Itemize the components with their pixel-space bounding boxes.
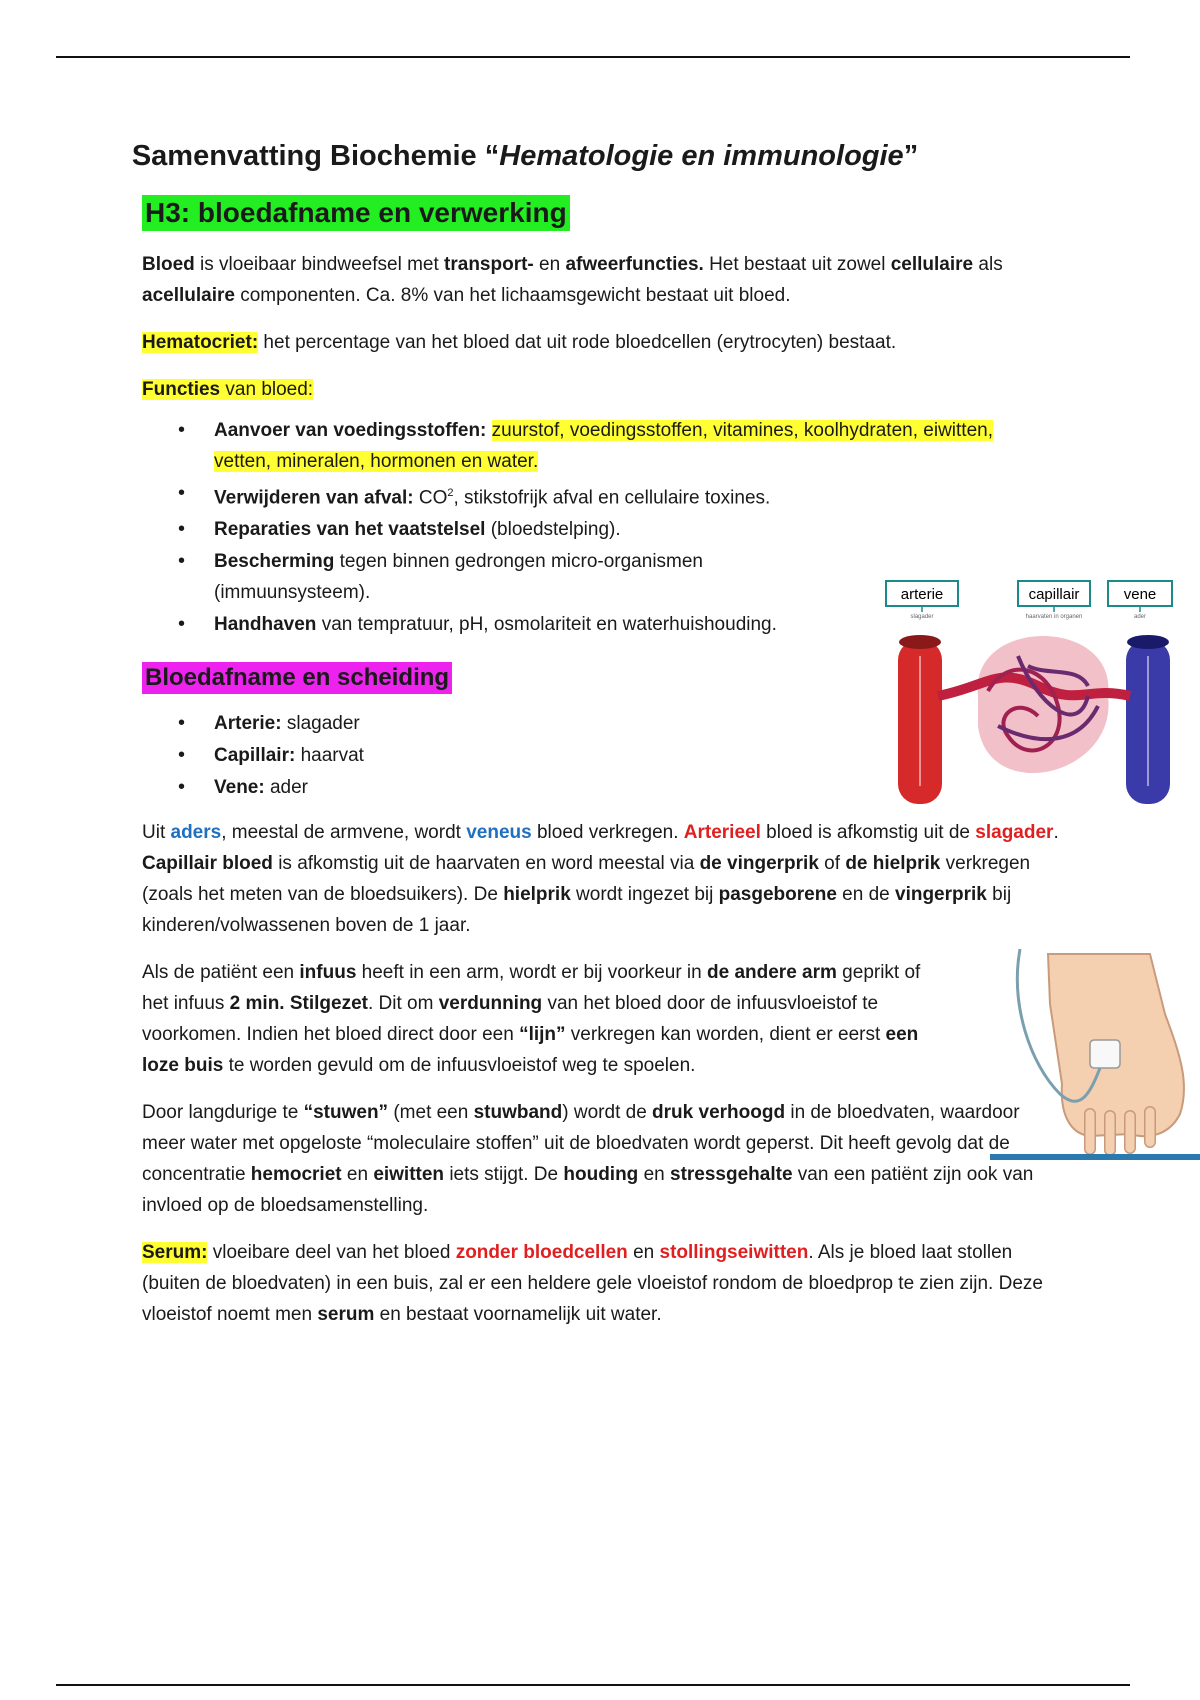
slagader-sublabel: slagader — [910, 614, 934, 620]
text: geprikt of het infuus — [142, 962, 921, 1015]
text: is afkomstig uit de haarvaten en word meestal via — [272, 853, 700, 875]
text-bold: Handhaven — [214, 614, 317, 636]
text-bold: Reparaties van het vaatstelsel — [214, 519, 486, 541]
text-red: Arterieel — [683, 822, 761, 844]
text-bold: vingerprik — [895, 884, 987, 906]
text-bold: Verwijderen van afval: — [214, 487, 414, 509]
text-bold: pasgeborene — [718, 884, 837, 906]
text: , meestal de armvene, wordt — [221, 822, 467, 844]
hematocriet-label: Hematocriet: — [142, 332, 259, 353]
image-caption-bar — [990, 1154, 1200, 1160]
text-bold: een loze buis — [142, 1024, 919, 1077]
text-bold: hemocriet — [250, 1164, 342, 1186]
section-heading-h4: Bloedafname en scheiding — [142, 662, 452, 694]
text: verkregen (zoals het meten van de bloedsuikers). De — [142, 853, 1031, 906]
text-bold: “lijn” — [519, 1024, 566, 1046]
text: en — [638, 1164, 670, 1186]
section-heading-h3: H3: bloedafname en verwerking — [142, 195, 570, 231]
list-item — [214, 546, 774, 608]
text: bloed verkregen. — [531, 822, 684, 844]
serum-label: Serum: — [142, 1242, 208, 1264]
title-italic: Hematologie en immunologie — [499, 140, 904, 172]
text-bold: Aanvoer van voedingsstoffen: — [214, 420, 487, 441]
text: en — [341, 1164, 374, 1186]
text: en — [533, 254, 566, 275]
text: (met een — [388, 1102, 474, 1124]
blood-vessel-diagram — [878, 576, 1178, 816]
page-title — [0, 140, 1050, 173]
paragraph-aders — [142, 817, 1062, 941]
text-bold: Capillair bloed — [142, 853, 273, 875]
text-bold: “stuwen” — [303, 1102, 389, 1124]
ader-sublabel: ader — [1133, 614, 1147, 620]
text-bold: Capillair: — [214, 745, 296, 767]
list-item — [214, 514, 1062, 545]
text: haarvat — [295, 745, 364, 767]
paragraph-infuus — [142, 957, 922, 1081]
text-bold: de hielprik — [845, 853, 941, 875]
text: , stikstofrijk afval en cellulaire toxines. — [453, 487, 771, 509]
text: bij kinderen/volwassenen boven de 1 jaar. — [142, 884, 1012, 937]
text: ) wordt de — [562, 1102, 653, 1124]
organ-shape — [978, 636, 1109, 773]
text: slagader — [281, 713, 360, 735]
bottom-rule — [56, 1684, 1130, 1686]
text: . Als je bloed laat stollen (buiten de bloedvaten) in een buis, zal er een heldere gele vloeistof rondom de bloedprop te zien zijn. Deze vloeistof noemt men — [142, 1242, 1043, 1326]
text-red: stollingseiwitten — [659, 1242, 809, 1264]
text: verkregen kan worden, dient er eerst — [565, 1024, 886, 1046]
text: in de bloedvaten, waardoor meer water met opgeloste “moleculaire stoffen” uit de bloedvaten wordt geperst. Dit heeft gevolg dat de concentratie — [142, 1102, 1020, 1186]
hand-infusion-illustration — [990, 944, 1200, 1160]
text-bold: Bloed — [142, 254, 195, 275]
text-bold: cellulaire — [890, 254, 974, 275]
text-bold: acellulaire — [142, 285, 235, 306]
text: vloeibare deel van het bloed — [207, 1242, 456, 1264]
arterie-label: arterie — [900, 586, 944, 603]
intro-paragraph — [142, 249, 1062, 311]
text: Uit — [142, 822, 171, 844]
iv-patch — [1090, 1040, 1120, 1068]
text-bold: Vene: — [214, 777, 265, 799]
list-item — [214, 478, 1062, 513]
text-bold: hielprik — [503, 884, 571, 906]
text: wordt ingezet bij — [570, 884, 719, 906]
text-blue: veneus — [466, 822, 532, 844]
paragraph-serum — [142, 1237, 1062, 1330]
title-suffix: ” — [903, 140, 919, 172]
text: componenten. Ca. 8% van het lichaamsgewicht bestaat uit bloed. — [234, 285, 791, 306]
text: CO — [413, 487, 448, 509]
capillair-label: capillair — [1028, 586, 1080, 603]
text-red: slagader — [975, 822, 1054, 844]
hematocriet-paragraph — [142, 327, 1062, 358]
text-red: zonder bloedcellen — [455, 1242, 628, 1264]
text: en — [627, 1242, 660, 1264]
text-bold: afweerfuncties. — [565, 254, 704, 275]
text: . Dit om — [367, 993, 439, 1015]
text-bold: 2 min. Stilgezet — [229, 993, 368, 1015]
text-bold: de vingerprik — [699, 853, 819, 875]
text: van bloed: — [220, 379, 314, 400]
text-bold: houding — [563, 1164, 639, 1186]
vene-label: vene — [1123, 586, 1157, 603]
text: ader — [264, 777, 309, 799]
text-bold: Arterie: — [214, 713, 282, 735]
text: als — [973, 254, 1003, 275]
text-bold: serum — [317, 1304, 375, 1326]
text-bold: infuus — [299, 962, 357, 984]
text: te worden gevuld om de infuusvloeistof weg te spoelen. — [223, 1055, 696, 1077]
text-bold: de andere arm — [707, 962, 837, 984]
text-bold: stuwband — [473, 1102, 563, 1124]
text: van een patiënt zijn ook van invloed op de bloedsamenstelling. — [142, 1164, 1034, 1217]
top-rule — [56, 56, 1130, 58]
text: Het bestaat uit zowel — [703, 254, 891, 275]
functies-label: Functies — [142, 379, 221, 400]
list-item — [214, 415, 1004, 477]
text: tegen binnen gedrongen micro-organismen (immuunsysteem). — [214, 551, 704, 604]
highlighted-text: zuurstof, voedingsstoffen, vitamines, koolhydraten, eiwitten, vetten, mineralen, hormonen en water. — [214, 420, 993, 472]
text-bold: verdunning — [438, 993, 543, 1015]
text: is vloeibaar bindweefsel met — [194, 254, 445, 275]
text: heeft in een arm, wordt er bij voorkeur in — [356, 962, 707, 984]
text-bold: transport- — [444, 254, 534, 275]
text-blue: aders — [170, 822, 222, 844]
text: (bloedstelping). — [485, 519, 621, 541]
text: Door langdurige te — [142, 1102, 304, 1124]
text: Als de patiënt een — [142, 962, 300, 984]
text: bloed is afkomstig uit de — [760, 822, 976, 844]
text: of — [818, 853, 846, 875]
text: van tempratuur, pH, osmolariteit en waterhuishouding. — [316, 614, 777, 636]
text: . — [1053, 822, 1059, 844]
text: iets stijgt. De — [444, 1164, 564, 1186]
text-bold: eiwitten — [373, 1164, 445, 1186]
text: en de — [836, 884, 895, 906]
text-bold: stressgehalte — [670, 1164, 793, 1186]
functies-paragraph — [142, 374, 1062, 405]
title-prefix: Samenvatting Biochemie “ — [131, 140, 500, 172]
text-bold: Bescherming — [214, 551, 335, 573]
text-bold: druk verhoogd — [652, 1102, 786, 1124]
paragraph-stuwen — [142, 1097, 1062, 1221]
haarvaten-sublabel: haarvaten in organen — [1025, 614, 1083, 620]
text: het percentage van het bloed dat uit rode bloedcellen (erytrocyten) bestaat. — [258, 332, 897, 353]
text: van het bloed door de infuusvloeistof te voorkomen. Indien het bloed direct door een — [142, 993, 879, 1046]
text: en bestaat voornamelijk uit water. — [374, 1304, 662, 1326]
superscript: 2 — [447, 487, 454, 499]
text — [486, 420, 491, 441]
